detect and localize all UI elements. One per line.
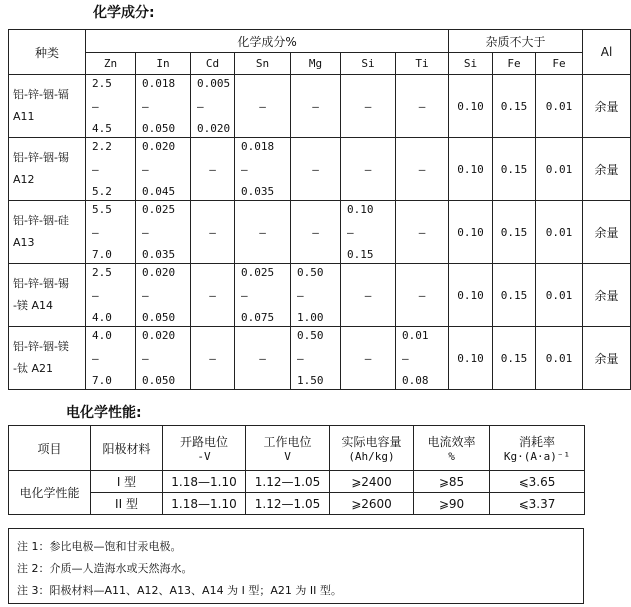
si-max: 0.15 — [347, 248, 374, 261]
table1-element-row — [9, 53, 631, 75]
header-ocv-unit: -V — [197, 450, 211, 463]
wv-cell: 1.12—1.05 — [246, 471, 330, 493]
si-cell: — — [341, 138, 396, 201]
in-min: 0.025 — [142, 203, 176, 216]
impurity-cell: 0.01 — [536, 75, 583, 138]
in-max: 0.050 — [142, 122, 176, 135]
sn-min: 0.025 — [241, 266, 275, 279]
ti-cell: — — [396, 138, 449, 201]
impurity-header: Fe — [493, 53, 536, 75]
cd-cell: — — [191, 327, 235, 390]
si-cell — [341, 201, 396, 264]
range-dash: — — [92, 288, 99, 302]
in-min: 0.020 — [142, 329, 176, 342]
in-max: 0.045 — [142, 185, 176, 198]
cd-cell: — — [191, 201, 235, 264]
header-composition: 化学成分% — [86, 30, 449, 53]
alloy-name-cell — [9, 201, 86, 264]
element-header: Si — [341, 53, 396, 75]
range-dash: — — [92, 225, 99, 239]
impurity-cell: 0.10 — [449, 327, 493, 390]
zn-cell — [86, 75, 136, 138]
alloy-name-cell — [9, 327, 86, 390]
in-min: 0.020 — [142, 266, 176, 279]
zn-min: 2.2 — [92, 140, 112, 153]
cons-cell: ⩽3.65 — [490, 471, 585, 493]
header-item: 项目 — [9, 426, 91, 471]
si-cell: — — [341, 75, 396, 138]
al-cell: 余量 — [583, 201, 631, 264]
alloy-name-line1: 铝-锌-铟-镁 — [13, 340, 69, 353]
al-cell: 余量 — [583, 138, 631, 201]
element-header: In — [136, 53, 191, 75]
in-cell — [136, 201, 191, 264]
header-type: 种类 — [9, 30, 86, 75]
range-dash: — — [197, 99, 204, 113]
sn-cell — [235, 138, 291, 201]
table-row — [9, 201, 631, 264]
alloy-name-line2: A13 — [13, 236, 35, 249]
header-eff-label: 电流效率 — [427, 435, 476, 449]
range-dash: — — [142, 162, 149, 176]
impurity-cell: 0.15 — [493, 264, 536, 327]
range-dash: — — [347, 225, 354, 239]
header-material: 阳极材料 — [91, 426, 163, 471]
element-header: Sn — [235, 53, 291, 75]
range-dash: — — [92, 351, 99, 365]
cd-cell — [191, 75, 235, 138]
alloy-name-cell — [9, 138, 86, 201]
impurity-cell: 0.01 — [536, 264, 583, 327]
range-dash: — — [402, 351, 409, 365]
range-dash: — — [142, 225, 149, 239]
zn-min: 2.5 — [92, 266, 112, 279]
mg-min: 0.50 — [297, 266, 324, 279]
range-dash: — — [92, 99, 99, 113]
alloy-name-cell — [9, 75, 86, 138]
in-cell — [136, 264, 191, 327]
header-wv-label: 工作电位 — [263, 435, 312, 449]
in-max: 0.050 — [142, 311, 176, 324]
in-cell — [136, 75, 191, 138]
al-cell: 余量 — [583, 75, 631, 138]
note-2: 注 2：介质—人造海水或天然海水。 — [17, 562, 193, 575]
zn-max: 4.0 — [92, 311, 112, 324]
header-cap-label: 实际电容量 — [341, 435, 402, 449]
cap-cell: ⩾2600 — [330, 493, 414, 515]
alloy-name-line1: 铝-锌-铟-锡 — [13, 277, 69, 290]
zn-max: 4.5 — [92, 122, 112, 135]
note-3: 注 3：阳极材料—A11、A12、A13、A14 为 I 型；A21 为 II 型。 — [17, 584, 342, 597]
sn-cell: — — [235, 327, 291, 390]
mg-min: 0.50 — [297, 329, 324, 342]
zn-max: 5.2 — [92, 185, 112, 198]
element-header: Mg — [291, 53, 341, 75]
in-min: 0.018 — [142, 77, 176, 90]
cd-max: 0.020 — [197, 122, 231, 135]
impurity-cell: 0.15 — [493, 327, 536, 390]
element-header: Ti — [396, 53, 449, 75]
range-dash: — — [142, 99, 149, 113]
impurity-cell: 0.15 — [493, 201, 536, 264]
section-title-composition: 化学成分: — [93, 5, 155, 21]
row-label: 电化学性能 — [9, 471, 91, 515]
table-row — [9, 471, 585, 493]
header-al: Al — [583, 30, 631, 75]
element-header: Cd — [191, 53, 235, 75]
zn-max: 7.0 — [92, 374, 112, 387]
impurity-cell: 0.10 — [449, 201, 493, 264]
ti-cell — [396, 327, 449, 390]
impurity-header: Fe — [536, 53, 583, 75]
in-max: 0.050 — [142, 374, 176, 387]
ti-max: 0.08 — [402, 374, 429, 387]
alloy-name-line1: 铝-锌-铟-锡 — [13, 151, 69, 164]
alloy-name-line2: A12 — [13, 173, 35, 186]
alloy-name-line1: 铝-锌-铟-镉 — [13, 88, 69, 101]
header-ocv — [163, 426, 246, 471]
header-cons-unit: Kg·(A·a)⁻¹ — [503, 450, 571, 463]
range-dash: — — [142, 351, 149, 365]
header-impurity: 杂质不大于 — [449, 30, 583, 53]
mg-cell — [291, 327, 341, 390]
table1-header-row — [9, 30, 631, 53]
in-min: 0.020 — [142, 140, 176, 153]
section-title-electrochemical: 电化学性能: — [66, 405, 142, 421]
si-cell: — — [341, 327, 396, 390]
sn-max: 0.075 — [241, 311, 275, 324]
cd-cell: — — [191, 264, 235, 327]
eff-cell: ⩾85 — [414, 471, 490, 493]
ti-min: 0.01 — [402, 329, 429, 342]
zn-min: 4.0 — [92, 329, 112, 342]
table-row — [9, 493, 585, 515]
alloy-name-line2: -钛 A21 — [13, 362, 53, 375]
in-max: 0.035 — [142, 248, 176, 261]
impurity-cell: 0.01 — [536, 138, 583, 201]
impurity-cell: 0.15 — [493, 138, 536, 201]
mg-max: 1.00 — [297, 311, 324, 324]
al-cell: 余量 — [583, 264, 631, 327]
mg-cell: — — [291, 75, 341, 138]
table-row — [9, 264, 631, 327]
table-row — [9, 138, 631, 201]
header-cap-unit: (Ah/kg) — [348, 450, 395, 463]
header-cap — [330, 426, 414, 471]
si-cell: — — [341, 264, 396, 327]
range-dash: — — [297, 351, 304, 365]
table-row — [9, 75, 631, 138]
si-min: 0.10 — [347, 203, 374, 216]
table2-header-row — [9, 426, 585, 471]
zn-max: 7.0 — [92, 248, 112, 261]
in-cell — [136, 138, 191, 201]
alloy-name-line2: A11 — [13, 110, 35, 123]
wv-cell: 1.12—1.05 — [246, 493, 330, 515]
range-dash: — — [142, 288, 149, 302]
ocv-cell: 1.18—1.10 — [163, 493, 246, 515]
impurity-cell: 0.10 — [449, 264, 493, 327]
header-cons-label: 消耗率 — [518, 435, 555, 449]
sn-max: 0.035 — [241, 185, 275, 198]
impurity-cell: 0.15 — [493, 75, 536, 138]
zn-cell — [86, 264, 136, 327]
header-eff — [414, 426, 490, 471]
mg-max: 1.50 — [297, 374, 324, 387]
ti-cell: — — [396, 75, 449, 138]
zn-cell — [86, 138, 136, 201]
alloy-name-cell — [9, 264, 86, 327]
alloy-name-line2: -镁 A14 — [13, 299, 53, 312]
mg-cell — [291, 264, 341, 327]
zn-cell — [86, 327, 136, 390]
impurity-cell: 0.10 — [449, 138, 493, 201]
cd-cell: — — [191, 138, 235, 201]
header-cons — [490, 426, 585, 471]
cap-cell: ⩾2400 — [330, 471, 414, 493]
eff-cell: ⩾90 — [414, 493, 490, 515]
mg-cell: — — [291, 138, 341, 201]
mg-cell: — — [291, 201, 341, 264]
element-header: Zn — [86, 53, 136, 75]
material-cell: II 型 — [91, 493, 163, 515]
range-dash: — — [241, 162, 248, 176]
header-wv — [246, 426, 330, 471]
alloy-name-line1: 铝-锌-铟-硅 — [13, 214, 69, 227]
range-dash: — — [297, 288, 304, 302]
al-cell: 余量 — [583, 327, 631, 390]
ti-cell: — — [396, 264, 449, 327]
impurity-cell: 0.01 — [536, 201, 583, 264]
cons-cell: ⩽3.37 — [490, 493, 585, 515]
in-cell — [136, 327, 191, 390]
cd-min: 0.005 — [197, 77, 231, 90]
electrochemical-table — [8, 425, 585, 515]
notes-box — [8, 528, 584, 604]
sn-cell: — — [235, 201, 291, 264]
ti-cell: — — [396, 201, 449, 264]
zn-cell — [86, 201, 136, 264]
header-eff-unit: % — [448, 450, 455, 463]
sn-min: 0.018 — [241, 140, 275, 153]
range-dash: — — [92, 162, 99, 176]
composition-table — [8, 29, 631, 390]
table-row — [9, 327, 631, 390]
note-1: 注 1：参比电极—饱和甘汞电极。 — [17, 540, 182, 553]
zn-min: 5.5 — [92, 203, 112, 216]
sn-cell: — — [235, 75, 291, 138]
zn-min: 2.5 — [92, 77, 112, 90]
impurity-header: Si — [449, 53, 493, 75]
range-dash: — — [241, 288, 248, 302]
impurity-cell: 0.01 — [536, 327, 583, 390]
material-cell: I 型 — [91, 471, 163, 493]
ocv-cell: 1.18—1.10 — [163, 471, 246, 493]
header-ocv-label: 开路电位 — [179, 435, 228, 449]
impurity-cell: 0.10 — [449, 75, 493, 138]
header-wv-unit: V — [284, 450, 291, 463]
sn-cell — [235, 264, 291, 327]
